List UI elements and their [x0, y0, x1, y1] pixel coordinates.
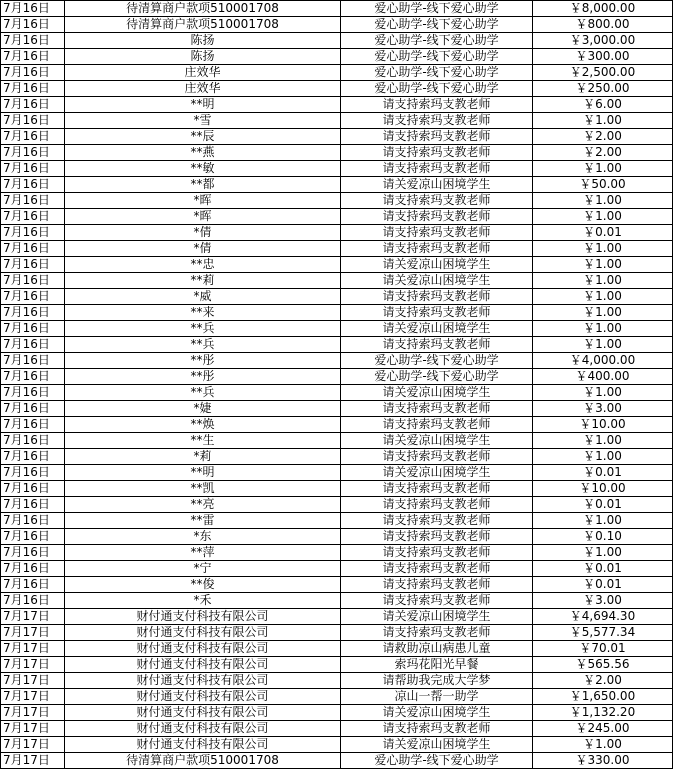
- amount-cell: ￥3,000.00: [533, 33, 673, 49]
- donor-cell: **彤: [65, 353, 341, 369]
- amount-cell: ￥2.00: [533, 673, 673, 689]
- amount-cell: ￥1.00: [533, 113, 673, 129]
- project-cell: 请支持索玛支教老师: [341, 225, 533, 241]
- project-cell: 爱心助学-线下爱心助学: [341, 369, 533, 385]
- amount-cell: ￥50.00: [533, 177, 673, 193]
- amount-cell: ￥2.00: [533, 129, 673, 145]
- donor-cell: *威: [65, 289, 341, 305]
- donor-cell: **明: [65, 97, 341, 113]
- amount-cell: ￥1.00: [533, 737, 673, 753]
- amount-cell: ￥1.00: [533, 273, 673, 289]
- donor-cell: **焕: [65, 417, 341, 433]
- donor-cell: *禾: [65, 593, 341, 609]
- table-row: [1, 641, 673, 657]
- date-cell: 7月16日: [1, 241, 65, 257]
- amount-cell: ￥1.00: [533, 289, 673, 305]
- table-row: [1, 177, 673, 193]
- table-row: [1, 49, 673, 65]
- donor-cell: 庄效华: [65, 81, 341, 97]
- table-row: [1, 625, 673, 641]
- project-cell: 请救助凉山病患儿童: [341, 641, 533, 657]
- date-cell: 7月17日: [1, 737, 65, 753]
- project-cell: 请支持索玛支教老师: [341, 577, 533, 593]
- donor-cell: **彤: [65, 369, 341, 385]
- project-cell: 请支持索玛支教老师: [341, 481, 533, 497]
- donor-cell: 财付通支付科技有限公司: [65, 609, 341, 625]
- donor-cell: *宁: [65, 561, 341, 577]
- donor-cell: **兵: [65, 385, 341, 401]
- date-cell: 7月16日: [1, 321, 65, 337]
- amount-cell: ￥8,000.00: [533, 1, 673, 17]
- date-cell: 7月16日: [1, 161, 65, 177]
- project-cell: 请关爱凉山困境学生: [341, 705, 533, 721]
- date-cell: 7月16日: [1, 417, 65, 433]
- amount-cell: ￥1.00: [533, 241, 673, 257]
- project-cell: 请关爱凉山困境学生: [341, 273, 533, 289]
- table-row: [1, 545, 673, 561]
- project-cell: 请支持索玛支教老师: [341, 337, 533, 353]
- donor-cell: **忠: [65, 257, 341, 273]
- project-cell: 请支持索玛支教老师: [341, 593, 533, 609]
- table-row: [1, 609, 673, 625]
- date-cell: 7月16日: [1, 481, 65, 497]
- table-row: [1, 673, 673, 689]
- project-cell: 请关爱凉山困境学生: [341, 737, 533, 753]
- amount-cell: ￥5,577.34: [533, 625, 673, 641]
- date-cell: 7月16日: [1, 113, 65, 129]
- project-cell: 请支持索玛支教老师: [341, 161, 533, 177]
- table-row: [1, 705, 673, 721]
- date-cell: 7月16日: [1, 353, 65, 369]
- date-cell: 7月16日: [1, 577, 65, 593]
- amount-cell: ￥400.00: [533, 369, 673, 385]
- ledger-body: [1, 1, 673, 769]
- donor-cell: 财付通支付科技有限公司: [65, 657, 341, 673]
- project-cell: 爱心助学-线下爱心助学: [341, 353, 533, 369]
- project-cell: 请支持索玛支教老师: [341, 209, 533, 225]
- project-cell: 爱心助学-线下爱心助学: [341, 65, 533, 81]
- donor-cell: 待清算商户款项510001708: [65, 17, 341, 33]
- donor-cell: 财付通支付科技有限公司: [65, 705, 341, 721]
- project-cell: 爱心助学-线下爱心助学: [341, 49, 533, 65]
- table-row: [1, 97, 673, 113]
- table-row: [1, 401, 673, 417]
- amount-cell: ￥6.00: [533, 97, 673, 113]
- table-row: [1, 17, 673, 33]
- date-cell: 7月16日: [1, 257, 65, 273]
- project-cell: 请支持索玛支教老师: [341, 545, 533, 561]
- project-cell: 请关爱凉山困境学生: [341, 609, 533, 625]
- table-row: [1, 529, 673, 545]
- table-row: [1, 369, 673, 385]
- donor-cell: **来: [65, 305, 341, 321]
- date-cell: 7月16日: [1, 129, 65, 145]
- amount-cell: ￥1.00: [533, 337, 673, 353]
- table-row: [1, 721, 673, 737]
- table-row: [1, 561, 673, 577]
- donor-cell: **亮: [65, 497, 341, 513]
- donor-cell: 庄效华: [65, 65, 341, 81]
- amount-cell: ￥245.00: [533, 721, 673, 737]
- donor-cell: 财付通支付科技有限公司: [65, 625, 341, 641]
- date-cell: 7月16日: [1, 513, 65, 529]
- donor-cell: *晖: [65, 209, 341, 225]
- donor-cell: 待清算商户款项510001708: [65, 753, 341, 769]
- amount-cell: ￥1.00: [533, 449, 673, 465]
- date-cell: 7月16日: [1, 273, 65, 289]
- donor-cell: 陈扬: [65, 33, 341, 49]
- donor-cell: **俊: [65, 577, 341, 593]
- date-cell: 7月16日: [1, 305, 65, 321]
- table-row: [1, 385, 673, 401]
- project-cell: 请支持索玛支教老师: [341, 401, 533, 417]
- table-row: [1, 209, 673, 225]
- amount-cell: ￥70.01: [533, 641, 673, 657]
- date-cell: 7月16日: [1, 81, 65, 97]
- date-cell: 7月16日: [1, 49, 65, 65]
- amount-cell: ￥0.01: [533, 561, 673, 577]
- date-cell: 7月17日: [1, 753, 65, 769]
- table-row: [1, 337, 673, 353]
- amount-cell: ￥800.00: [533, 17, 673, 33]
- project-cell: 请关爱凉山困境学生: [341, 433, 533, 449]
- donor-cell: **兵: [65, 321, 341, 337]
- table-row: [1, 449, 673, 465]
- project-cell: 请关爱凉山困境学生: [341, 257, 533, 273]
- date-cell: 7月16日: [1, 449, 65, 465]
- table-row: [1, 273, 673, 289]
- date-cell: 7月16日: [1, 337, 65, 353]
- date-cell: 7月16日: [1, 289, 65, 305]
- table-row: [1, 737, 673, 753]
- project-cell: 请支持索玛支教老师: [341, 97, 533, 113]
- amount-cell: ￥0.01: [533, 497, 673, 513]
- project-cell: 请支持索玛支教老师: [341, 497, 533, 513]
- table-row: [1, 161, 673, 177]
- amount-cell: ￥10.00: [533, 481, 673, 497]
- table-row: [1, 289, 673, 305]
- amount-cell: ￥4,694.30: [533, 609, 673, 625]
- project-cell: 请支持索玛支教老师: [341, 305, 533, 321]
- amount-cell: ￥0.01: [533, 577, 673, 593]
- project-cell: 请关爱凉山困境学生: [341, 321, 533, 337]
- date-cell: 7月17日: [1, 705, 65, 721]
- donor-cell: *倩: [65, 241, 341, 257]
- project-cell: 请支持索玛支教老师: [341, 129, 533, 145]
- project-cell: 爱心助学-线下爱心助学: [341, 17, 533, 33]
- amount-cell: ￥0.10: [533, 529, 673, 545]
- table-row: [1, 33, 673, 49]
- date-cell: 7月17日: [1, 689, 65, 705]
- donor-cell: **凯: [65, 481, 341, 497]
- amount-cell: ￥1.00: [533, 385, 673, 401]
- project-cell: 请支持索玛支教老师: [341, 513, 533, 529]
- project-cell: 爱心助学-线下爱心助学: [341, 753, 533, 769]
- amount-cell: ￥3.00: [533, 593, 673, 609]
- table-row: [1, 193, 673, 209]
- project-cell: 请支持索玛支教老师: [341, 289, 533, 305]
- amount-cell: ￥2.00: [533, 145, 673, 161]
- amount-cell: ￥10.00: [533, 417, 673, 433]
- amount-cell: ￥0.01: [533, 225, 673, 241]
- donor-cell: **辰: [65, 129, 341, 145]
- amount-cell: ￥250.00: [533, 81, 673, 97]
- date-cell: 7月16日: [1, 97, 65, 113]
- donor-cell: 财付通支付科技有限公司: [65, 641, 341, 657]
- project-cell: 凉山一帮一助学: [341, 689, 533, 705]
- date-cell: 7月17日: [1, 657, 65, 673]
- project-cell: 请支持索玛支教老师: [341, 529, 533, 545]
- project-cell: 请支持索玛支教老师: [341, 193, 533, 209]
- date-cell: 7月16日: [1, 65, 65, 81]
- donor-cell: *婕: [65, 401, 341, 417]
- donor-cell: 待清算商户款项510001708: [65, 1, 341, 17]
- donor-cell: *雪: [65, 113, 341, 129]
- date-cell: 7月16日: [1, 561, 65, 577]
- project-cell: 请关爱凉山困境学生: [341, 177, 533, 193]
- donor-cell: 财付通支付科技有限公司: [65, 689, 341, 705]
- project-cell: 爱心助学-线下爱心助学: [341, 33, 533, 49]
- date-cell: 7月16日: [1, 385, 65, 401]
- project-cell: 爱心助学-线下爱心助学: [341, 1, 533, 17]
- table-row: [1, 481, 673, 497]
- table-row: [1, 577, 673, 593]
- project-cell: 请支持索玛支教老师: [341, 449, 533, 465]
- amount-cell: ￥300.00: [533, 49, 673, 65]
- date-cell: 7月16日: [1, 433, 65, 449]
- project-cell: 请关爱凉山困境学生: [341, 385, 533, 401]
- donor-cell: 财付通支付科技有限公司: [65, 721, 341, 737]
- amount-cell: ￥565.56: [533, 657, 673, 673]
- amount-cell: ￥1.00: [533, 193, 673, 209]
- donor-cell: **莉: [65, 273, 341, 289]
- donor-cell: 财付通支付科技有限公司: [65, 737, 341, 753]
- table-row: [1, 225, 673, 241]
- amount-cell: ￥1.00: [533, 161, 673, 177]
- project-cell: 请支持索玛支教老师: [341, 561, 533, 577]
- table-row: [1, 257, 673, 273]
- donor-cell: 财付通支付科技有限公司: [65, 673, 341, 689]
- amount-cell: ￥1,650.00: [533, 689, 673, 705]
- table-row: [1, 465, 673, 481]
- donor-cell: *晖: [65, 193, 341, 209]
- project-cell: 请帮助我完成大学梦: [341, 673, 533, 689]
- project-cell: 请支持索玛支教老师: [341, 145, 533, 161]
- table-row: [1, 241, 673, 257]
- table-row: [1, 353, 673, 369]
- donor-cell: **明: [65, 465, 341, 481]
- table-row: [1, 129, 673, 145]
- donor-cell: *倩: [65, 225, 341, 241]
- date-cell: 7月16日: [1, 145, 65, 161]
- table-row: [1, 321, 673, 337]
- date-cell: 7月17日: [1, 641, 65, 657]
- table-row: [1, 593, 673, 609]
- amount-cell: ￥1.00: [533, 433, 673, 449]
- amount-cell: ￥0.01: [533, 465, 673, 481]
- project-cell: 请支持索玛支教老师: [341, 417, 533, 433]
- amount-cell: ￥3.00: [533, 401, 673, 417]
- donor-cell: *莉: [65, 449, 341, 465]
- table-row: [1, 513, 673, 529]
- date-cell: 7月16日: [1, 545, 65, 561]
- date-cell: 7月17日: [1, 673, 65, 689]
- amount-cell: ￥1.00: [533, 545, 673, 561]
- table-row: [1, 113, 673, 129]
- project-cell: 请支持索玛支教老师: [341, 625, 533, 641]
- amount-cell: ￥1,132.20: [533, 705, 673, 721]
- project-cell: 请支持索玛支教老师: [341, 113, 533, 129]
- table-row: [1, 417, 673, 433]
- table-row: [1, 81, 673, 97]
- date-cell: 7月16日: [1, 17, 65, 33]
- amount-cell: ￥330.00: [533, 753, 673, 769]
- project-cell: 请关爱凉山困境学生: [341, 465, 533, 481]
- table-row: [1, 753, 673, 769]
- amount-cell: ￥4,000.00: [533, 353, 673, 369]
- date-cell: 7月16日: [1, 465, 65, 481]
- table-row: [1, 433, 673, 449]
- donor-cell: 陈扬: [65, 49, 341, 65]
- table-row: [1, 657, 673, 673]
- table-row: [1, 1, 673, 17]
- date-cell: 7月16日: [1, 1, 65, 17]
- amount-cell: ￥1.00: [533, 513, 673, 529]
- amount-cell: ￥1.00: [533, 257, 673, 273]
- date-cell: 7月16日: [1, 33, 65, 49]
- donor-cell: **敏: [65, 161, 341, 177]
- amount-cell: ￥1.00: [533, 321, 673, 337]
- date-cell: 7月16日: [1, 193, 65, 209]
- donor-cell: *东: [65, 529, 341, 545]
- donor-cell: **兵: [65, 337, 341, 353]
- date-cell: 7月16日: [1, 529, 65, 545]
- project-cell: 索玛花阳光早餐: [341, 657, 533, 673]
- date-cell: 7月17日: [1, 625, 65, 641]
- date-cell: 7月17日: [1, 609, 65, 625]
- date-cell: 7月16日: [1, 593, 65, 609]
- project-cell: 请支持索玛支教老师: [341, 241, 533, 257]
- table-row: [1, 689, 673, 705]
- amount-cell: ￥1.00: [533, 209, 673, 225]
- donor-cell: **萍: [65, 545, 341, 561]
- date-cell: 7月16日: [1, 209, 65, 225]
- table-row: [1, 305, 673, 321]
- date-cell: 7月16日: [1, 401, 65, 417]
- date-cell: 7月16日: [1, 225, 65, 241]
- date-cell: 7月16日: [1, 177, 65, 193]
- table-row: [1, 497, 673, 513]
- project-cell: 爱心助学-线下爱心助学: [341, 81, 533, 97]
- date-cell: 7月17日: [1, 721, 65, 737]
- table-row: [1, 65, 673, 81]
- date-cell: 7月16日: [1, 497, 65, 513]
- amount-cell: ￥2,500.00: [533, 65, 673, 81]
- donor-cell: **燕: [65, 145, 341, 161]
- amount-cell: ￥1.00: [533, 305, 673, 321]
- table-row: [1, 145, 673, 161]
- donor-cell: **雷: [65, 513, 341, 529]
- project-cell: 请支持索玛支教老师: [341, 721, 533, 737]
- date-cell: 7月16日: [1, 369, 65, 385]
- donor-cell: **生: [65, 433, 341, 449]
- donor-cell: **都: [65, 177, 341, 193]
